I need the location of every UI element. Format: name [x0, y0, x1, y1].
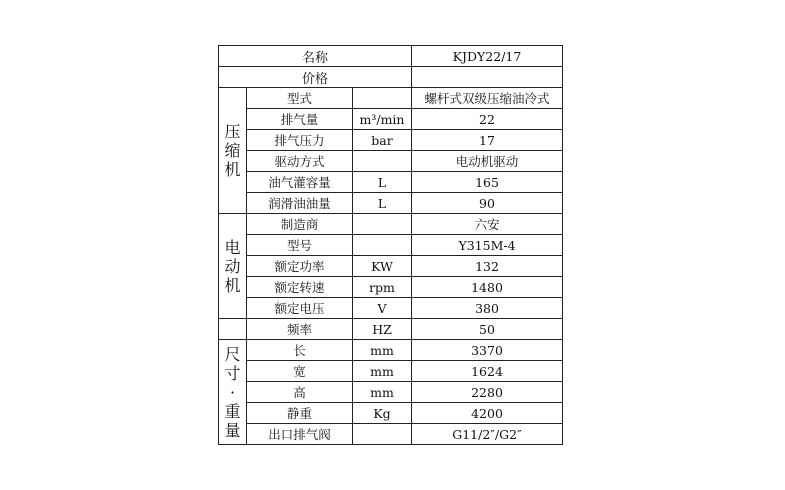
price-label: 价格	[219, 67, 412, 88]
unit-cell	[353, 151, 412, 172]
unit-cell: mm	[353, 340, 412, 361]
table-row	[219, 424, 563, 445]
value-cell: 2280	[412, 382, 563, 403]
item-cell: 额定功率	[247, 256, 353, 277]
value-cell: 17	[412, 130, 563, 151]
table-row	[219, 214, 563, 235]
table-row	[219, 88, 563, 109]
unit-cell: rpm	[353, 277, 412, 298]
value-cell: G11/2″/G2″	[412, 424, 563, 445]
value-cell: 4200	[412, 403, 563, 424]
table-row	[219, 151, 563, 172]
table-row	[219, 319, 563, 340]
unit-cell: mm	[353, 361, 412, 382]
item-cell: 宽	[247, 361, 353, 382]
item-cell: 长	[247, 340, 353, 361]
unit-cell: V	[353, 298, 412, 319]
table-row	[219, 340, 563, 361]
unit-cell: KW	[353, 256, 412, 277]
value-cell: 1624	[412, 361, 563, 382]
unit-cell	[353, 424, 412, 445]
item-cell: 油气灌容量	[247, 172, 353, 193]
table-row	[219, 46, 563, 67]
item-cell: 排气量	[247, 109, 353, 130]
item-cell: 额定电压	[247, 298, 353, 319]
item-cell: 制造商	[247, 214, 353, 235]
value-cell: 50	[412, 319, 563, 340]
table-row	[219, 235, 563, 256]
group-empty	[219, 319, 247, 340]
table-row	[219, 172, 563, 193]
name-label: 名称	[219, 46, 412, 67]
table-row	[219, 382, 563, 403]
group-motor: 电 动 机	[219, 214, 247, 319]
item-cell: 出口排气阀	[247, 424, 353, 445]
group-compressor: 压 缩 机	[219, 88, 247, 214]
group-dimensions: 尺 寸 · 重 量	[219, 340, 247, 445]
table-row	[219, 130, 563, 151]
item-cell: 润滑油油量	[247, 193, 353, 214]
value-cell: 132	[412, 256, 563, 277]
unit-cell	[353, 214, 412, 235]
item-cell: 静重	[247, 403, 353, 424]
unit-cell: L	[353, 172, 412, 193]
unit-cell: m³/min	[353, 109, 412, 130]
value-cell: 380	[412, 298, 563, 319]
unit-cell: Kg	[353, 403, 412, 424]
table-row	[219, 193, 563, 214]
value-cell: 3370	[412, 340, 563, 361]
table-row	[219, 67, 563, 88]
table-row	[219, 256, 563, 277]
unit-cell: bar	[353, 130, 412, 151]
value-cell: 1480	[412, 277, 563, 298]
item-cell: 额定转速	[247, 277, 353, 298]
value-cell: 22	[412, 109, 563, 130]
table-row	[219, 109, 563, 130]
spec-table	[218, 45, 563, 445]
unit-cell: L	[353, 193, 412, 214]
value-cell: 六安	[412, 214, 563, 235]
table-row	[219, 403, 563, 424]
item-cell: 高	[247, 382, 353, 403]
unit-cell	[353, 88, 412, 109]
unit-cell: HZ	[353, 319, 412, 340]
value-cell: Y315M-4	[412, 235, 563, 256]
value-cell: 165	[412, 172, 563, 193]
table-row	[219, 277, 563, 298]
value-cell: 电动机驱动	[412, 151, 563, 172]
item-cell: 型式	[247, 88, 353, 109]
price-value	[412, 67, 563, 88]
value-cell: 螺杆式双级压缩油冷式	[412, 88, 563, 109]
item-cell: 频率	[247, 319, 353, 340]
unit-cell	[353, 235, 412, 256]
value-cell: 90	[412, 193, 563, 214]
table-row	[219, 361, 563, 382]
item-cell: 型号	[247, 235, 353, 256]
item-cell: 驱动方式	[247, 151, 353, 172]
item-cell: 排气压力	[247, 130, 353, 151]
table-row	[219, 298, 563, 319]
name-value: KJDY22/17	[412, 46, 563, 67]
unit-cell: mm	[353, 382, 412, 403]
